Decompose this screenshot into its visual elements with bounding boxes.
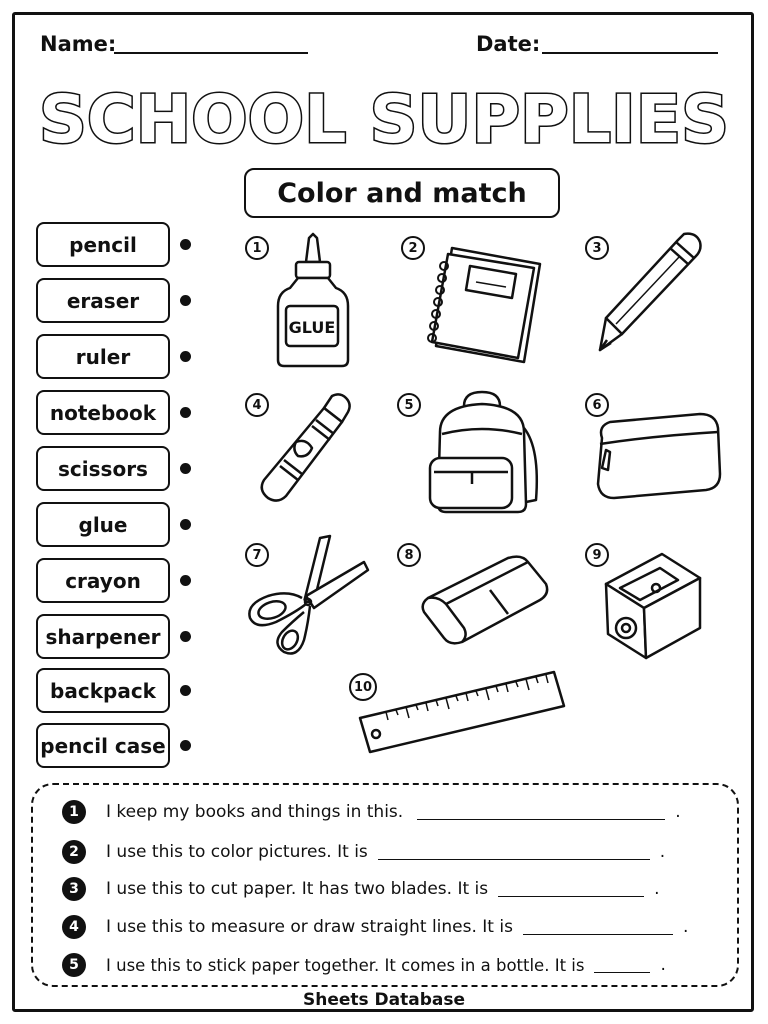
question-number: 5 <box>62 953 86 977</box>
question-period: . <box>675 802 681 822</box>
question-text: I use this to color pictures. It is <box>106 842 368 862</box>
question-text: I use this to measure or draw straight lines. It is <box>106 917 513 937</box>
answer-line[interactable] <box>417 805 665 820</box>
word-box-glue <box>36 502 170 547</box>
picture-number: 2 <box>401 236 425 260</box>
name-line[interactable] <box>114 52 308 54</box>
question-row <box>62 876 660 902</box>
word-box-eraser <box>36 278 170 323</box>
question-number: 4 <box>62 915 86 939</box>
word-label: pencil case <box>40 733 166 758</box>
answer-line[interactable] <box>498 882 644 897</box>
picture-number: 4 <box>245 393 269 417</box>
title-text: SCHOOL SUPPLIES <box>39 81 729 158</box>
picture-number: 5 <box>397 393 421 417</box>
match-dot[interactable] <box>180 631 191 642</box>
match-dot[interactable] <box>180 685 191 696</box>
word-box-crayon <box>36 558 170 603</box>
picture-number: 3 <box>585 236 609 260</box>
match-dot[interactable] <box>180 519 191 530</box>
word-box-notebook <box>36 390 170 435</box>
question-period: . <box>659 842 666 862</box>
picture-number: 10 <box>349 673 377 701</box>
picture-number: 6 <box>585 393 609 417</box>
word-box-sharpener <box>36 614 170 659</box>
date-label: Date: <box>476 32 541 56</box>
question-period: . <box>682 917 689 937</box>
scissors-icon <box>244 532 374 662</box>
ruler-icon <box>356 666 568 758</box>
match-dot[interactable] <box>180 351 191 362</box>
question-number: 2 <box>62 840 86 864</box>
picture-number: 8 <box>397 543 421 567</box>
question-period: . <box>660 955 666 975</box>
question-row <box>62 952 666 978</box>
word-box-backpack <box>36 668 170 713</box>
word-box-scissors <box>36 446 170 491</box>
picture-number: 1 <box>245 236 269 260</box>
sharpener-icon <box>596 548 708 664</box>
match-dot[interactable] <box>180 575 191 586</box>
word-box-pencil-case <box>36 723 170 768</box>
word-label: sharpener <box>45 624 161 649</box>
instruction-box <box>244 168 560 218</box>
question-text: I keep my books and things in this. <box>106 802 404 822</box>
footer-credit: Sheets Database <box>302 990 466 1010</box>
word-label: notebook <box>49 400 157 425</box>
match-dot[interactable] <box>180 463 191 474</box>
question-period: . <box>654 879 660 899</box>
worksheet-title <box>0 70 768 160</box>
word-label: eraser <box>66 288 140 313</box>
match-dot[interactable] <box>180 407 191 418</box>
question-text: I use this to cut paper. It has two blades. It is <box>106 879 489 899</box>
crayon-icon <box>250 390 360 510</box>
picture-number: 9 <box>585 543 609 567</box>
word-label: backpack <box>50 678 156 703</box>
pencil-icon <box>592 228 712 358</box>
pencil-case-icon <box>592 410 724 506</box>
answer-line[interactable] <box>594 958 650 973</box>
instruction-text: Color and match <box>277 177 527 209</box>
picture-number: 7 <box>245 543 269 567</box>
word-label: pencil <box>69 232 137 257</box>
eraser-icon <box>418 552 552 648</box>
question-row <box>62 914 688 940</box>
date-line[interactable] <box>542 52 718 54</box>
question-number: 1 <box>62 800 86 824</box>
match-dot[interactable] <box>180 295 191 306</box>
match-dot[interactable] <box>180 740 191 751</box>
glue-label: GLUE <box>288 318 336 337</box>
word-box-pencil <box>36 222 170 267</box>
word-box-ruler <box>36 334 170 379</box>
word-label: glue <box>78 512 128 537</box>
question-row <box>62 839 665 865</box>
question-number: 3 <box>62 877 86 901</box>
question-text: I use this to stick paper together. It comes in a bottle. It is <box>106 955 585 975</box>
word-label: scissors <box>58 456 148 481</box>
question-row <box>62 799 681 825</box>
backpack-icon <box>420 388 546 518</box>
notebook-icon <box>418 238 548 368</box>
name-label: Name: <box>40 32 117 56</box>
word-label: ruler <box>75 344 131 369</box>
answer-line[interactable] <box>378 845 650 860</box>
match-dot[interactable] <box>180 239 191 250</box>
glue-bottle-icon <box>268 232 358 372</box>
word-label: crayon <box>65 568 141 593</box>
answer-line[interactable] <box>523 920 673 935</box>
